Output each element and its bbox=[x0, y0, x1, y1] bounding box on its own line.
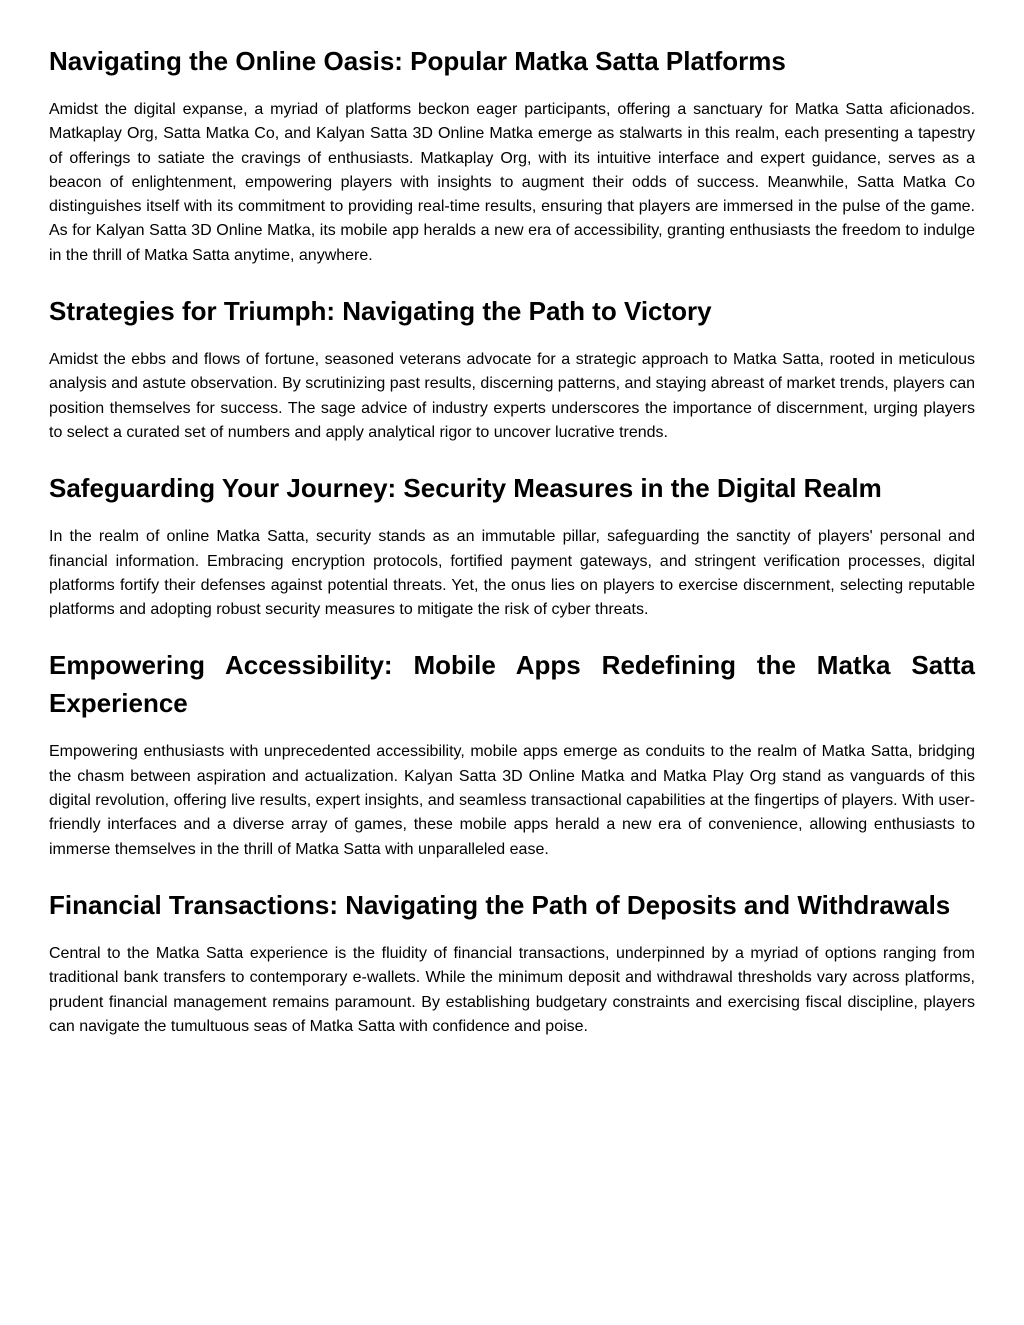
section-financial-transactions bbox=[49, 886, 975, 1039]
section-heading: Financial Transactions: Navigating the Path of Deposits and Withdrawals bbox=[49, 889, 951, 920]
section-online-platforms bbox=[49, 42, 975, 268]
section-heading: Empowering Accessibility: Mobile Apps Redefining the Matka Satta Experience bbox=[49, 650, 975, 719]
section-heading: Navigating the Online Oasis: Popular Matka Satta Platforms bbox=[49, 46, 786, 76]
section-paragraph: Empowering enthusiasts with unprecedented accessibility, mobile apps emerge as conduits to the realm of Matka Satta, bridging the chasm between aspiration and actualization. Kalyan Satta 3D Online Matka and Matka Play Org stand as vanguards of this digital revolution, offering live results, expert insights, and seamless transactional capabilities at the fingertips of players. With user-friendly interfaces and a diverse array of games, these mobile apps herald a new era of convenience, allowing enthusiasts to immerse themselves in the thrill of Matka Satta with unparalleled ease. bbox=[49, 743, 975, 858]
section-security bbox=[49, 469, 975, 622]
section-paragraph: Amidst the digital expanse, a myriad of platforms beckon eager participants, offering a sanctuary for Matka Satta aficionados. Matkaplay Org, Satta Matka Co, and Kalyan Satta 3D Online Matka emerge as stalwarts in this realm, each presenting a tapestry of offerings to satiate the cravings of enthusiasts. Matkaplay Org, with its intuitive interface and expert guidance, serves as a beacon of enlightenment, empowering players with insights to augment their odds of success. Meanwhile, Satta Matka Co distinguishes itself with its commitment to providing real-time results, ensuring that players are immersed in the pulse of the game. As for Kalyan Satta 3D Online Matka, its mobile app heralds a new era of accessibility, granting enthusiasts the freedom to indulge in the thrill of Matka Satta anytime, anywhere. bbox=[49, 101, 975, 264]
section-strategies bbox=[49, 292, 975, 445]
section-paragraph: Amidst the ebbs and flows of fortune, seasoned veterans advocate for a strategic approach to Matka Satta, rooted in meticulous analysis and astute observation. By scrutinizing past results, discerning patterns, and staying abreast of market trends, players can position themselves for success. The sage advice of industry experts underscores the importance of discernment, urging players to select a curated set of numbers and apply analytical rigor to uncover lucrative trends. bbox=[49, 351, 975, 441]
section-paragraph: Central to the Matka Satta experience is the fluidity of financial transactions, underpinned by a myriad of options ranging from traditional bank transfers to contemporary e-wallets. While the minimum deposit and withdrawal thresholds vary across platforms, prudent financial management remains paramount. By establishing budgetary constraints and exercising fiscal discipline, players can navigate the tumultuous seas of Matka Satta with confidence and poise. bbox=[49, 944, 975, 1035]
section-heading: Safeguarding Your Journey: Security Measures in the Digital Realm bbox=[49, 473, 882, 504]
section-paragraph: In the realm of online Matka Satta, security stands as an immutable pillar, safeguarding the sanctity of players' personal and financial information. Embracing encryption protocols, fortified payment gateways, and stringent verification processes, digital platforms fortify their defenses against potential threats. Yet, the onus lies on players to exercise discernment, selecting reputable platforms and adopting robust security measures to mitigate the risk of cyber threats. bbox=[49, 528, 975, 619]
section-heading: Strategies for Triumph: Navigating the Path to Victory bbox=[49, 296, 712, 327]
section-mobile-apps bbox=[49, 646, 975, 861]
